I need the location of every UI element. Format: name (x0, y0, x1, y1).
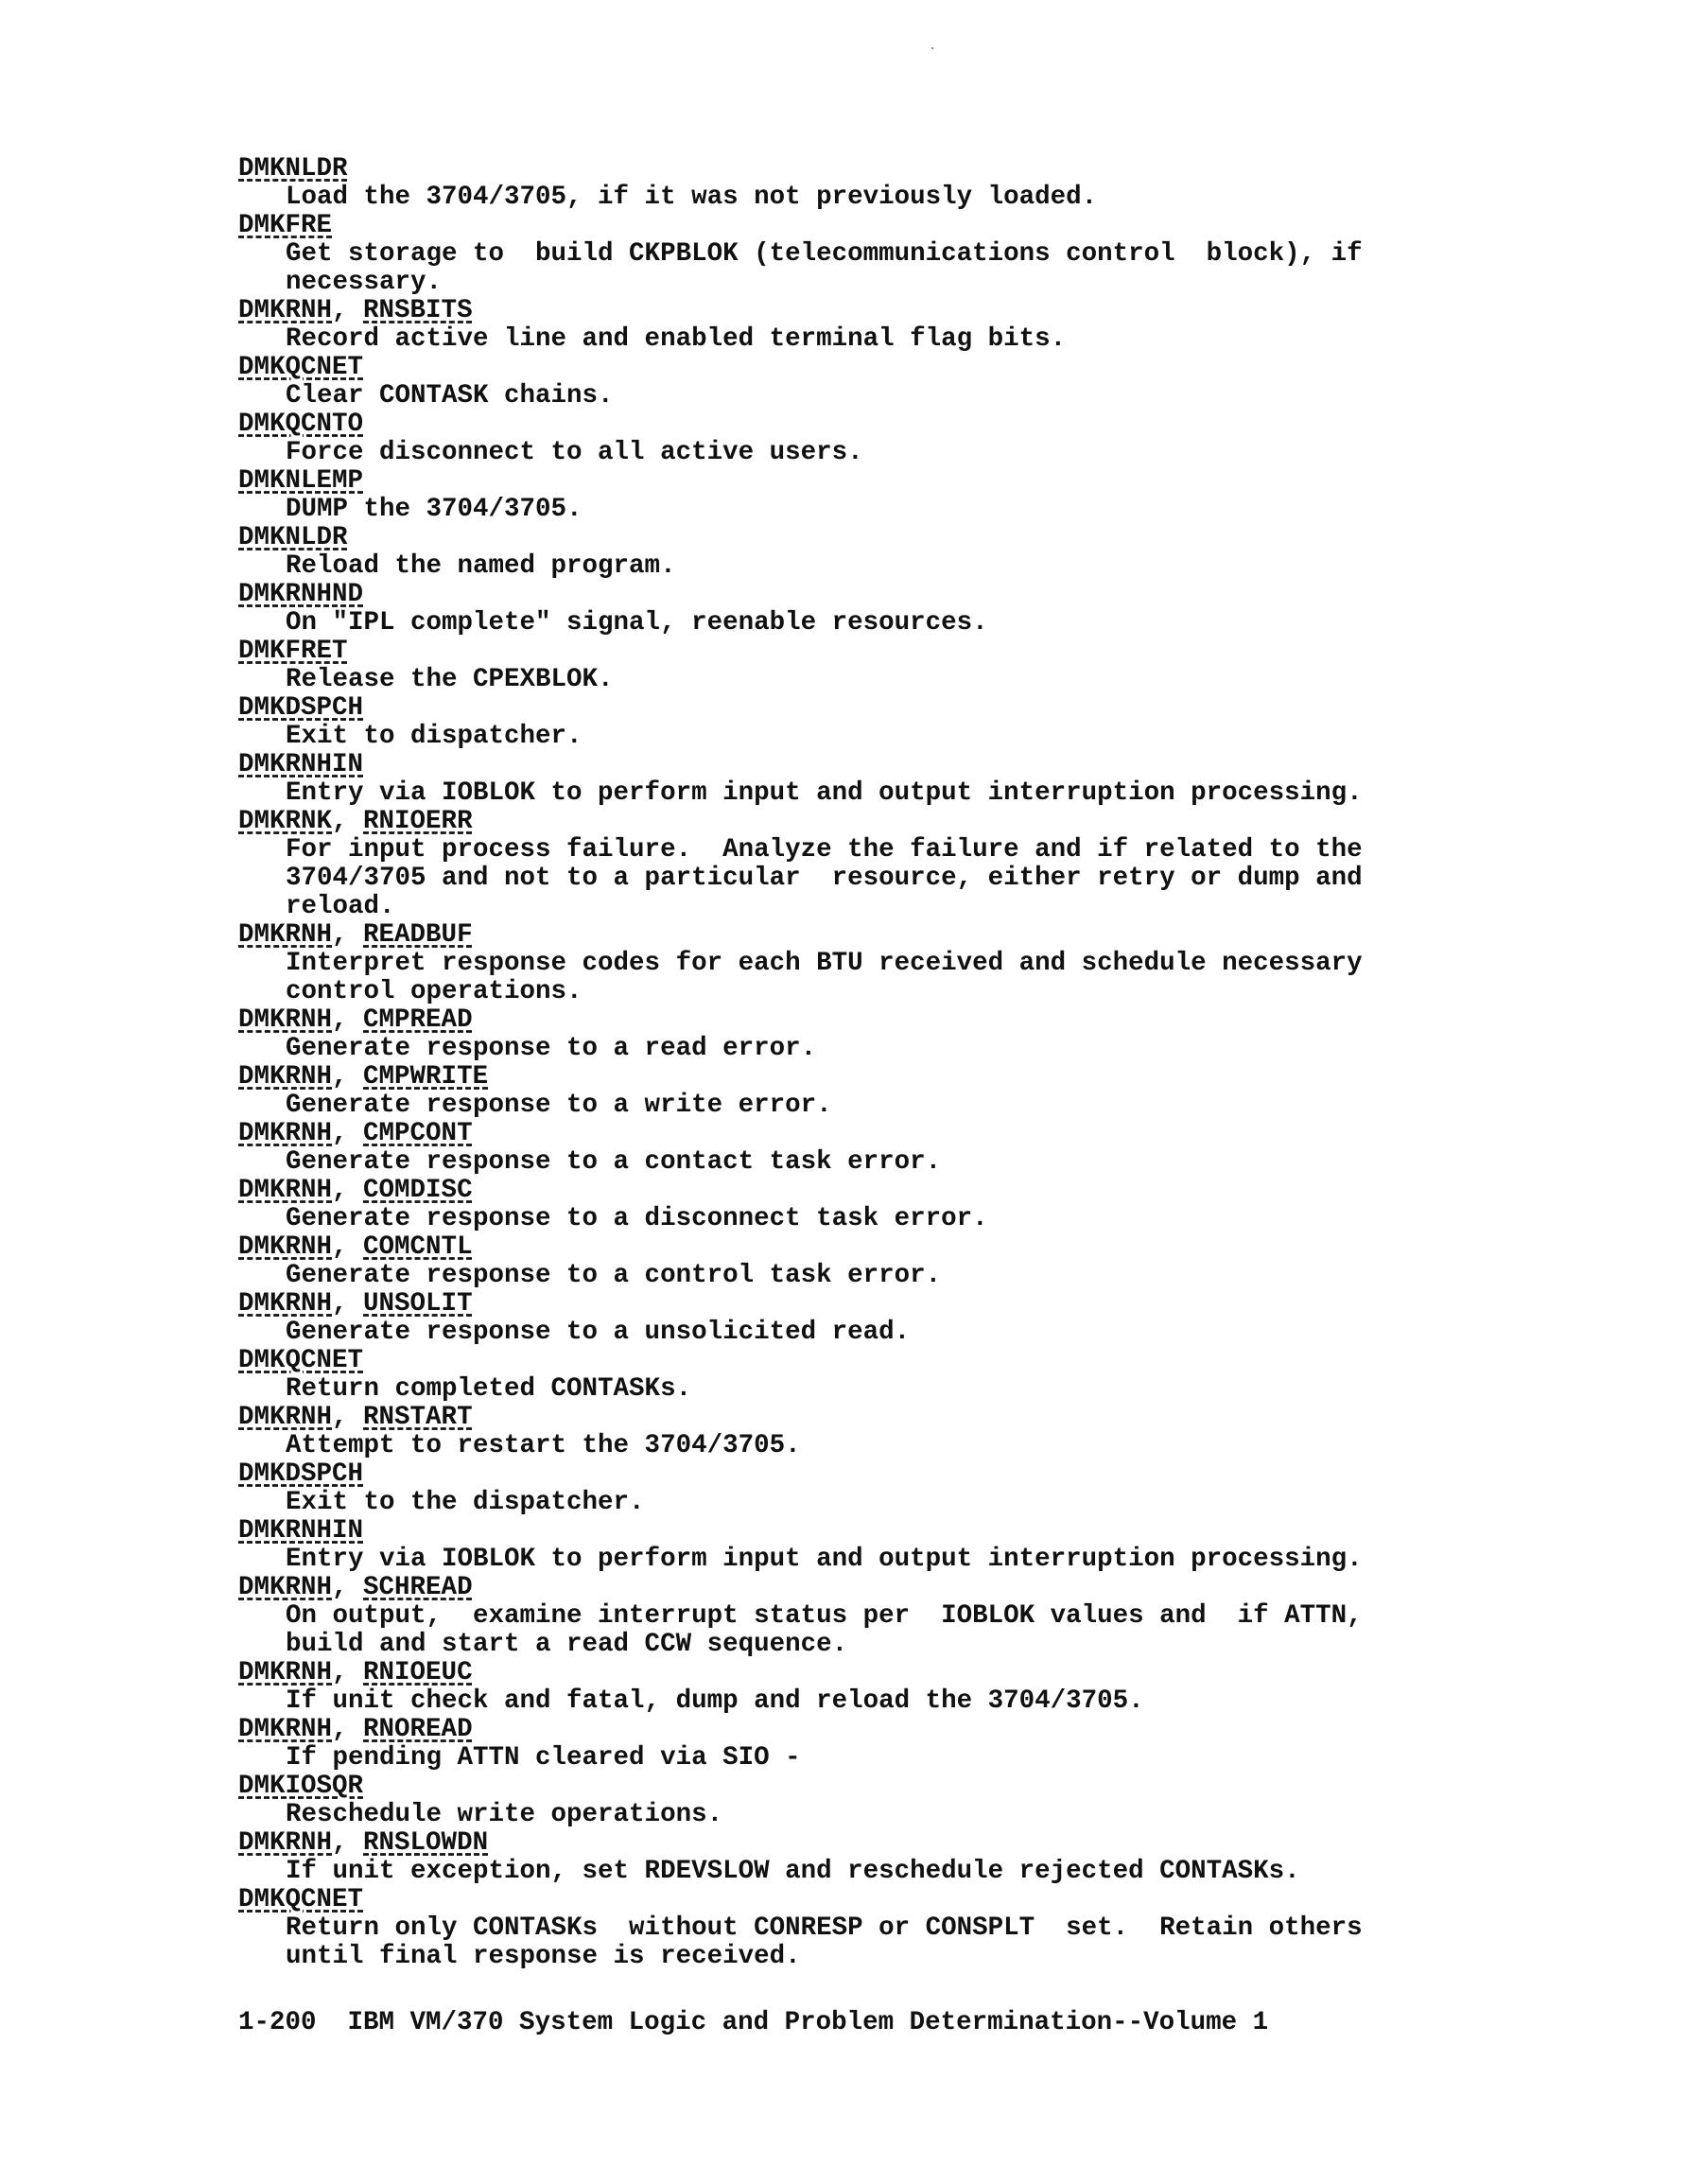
description-line: Generate response to a unsolicited read. (286, 1318, 911, 1347)
description-line: Return only CONTASKs without CONRESP or CONSPLT set. Retain others (286, 1913, 1363, 1943)
routine-entry (238, 155, 1468, 212)
routine-description (238, 1744, 1468, 1773)
module-name: DMKRNH (238, 1658, 333, 1687)
routine-description (238, 1687, 1468, 1716)
label-name: RNSBITS (363, 296, 473, 325)
description-line: Generate response to a write error. (286, 1091, 832, 1120)
label-name: CMPWRITE (363, 1062, 489, 1092)
description-line: Entry via IOBLOK to perform input and output interruption processing. (286, 1545, 1363, 1574)
routine-description (238, 240, 1468, 297)
routine-description (238, 382, 1468, 411)
routine-description (238, 1432, 1468, 1460)
routine-heading: DMKRNH, CMPREAD (238, 1005, 473, 1035)
routine-description (238, 779, 1468, 808)
routine-description (238, 1092, 1468, 1120)
routine-description (238, 496, 1468, 524)
module-name: DMKQCNET (238, 353, 364, 382)
routine-heading: DMKRNH, SCHREAD (238, 1573, 473, 1602)
module-name: DMKNLDR (238, 523, 348, 552)
description-line: control operations. (286, 977, 583, 1006)
routine-entry (238, 808, 1468, 921)
routine-description (238, 1914, 1468, 1971)
module-name: DMKRNHIN (238, 750, 364, 779)
routine-list (238, 155, 1468, 1971)
routine-heading: DMKRNH, UNSOLIT (238, 1289, 473, 1319)
module-name: DMKRNH (238, 1403, 333, 1432)
routine-heading (238, 581, 1468, 609)
routine-description (238, 1205, 1468, 1233)
module-name: DMKRNHIN (238, 1516, 364, 1546)
routine-entry (238, 212, 1468, 297)
description-line: If unit check and fatal, dump and reload the 3704/3705. (286, 1686, 1144, 1716)
module-name: DMKRNH (238, 1005, 333, 1035)
description-line: Attempt to restart the 3704/3705. (286, 1431, 801, 1460)
label-name: READBUF (363, 920, 473, 950)
routine-entry (238, 1063, 1468, 1120)
module-name: DMKNLEMP (238, 466, 364, 496)
description-line: necessary. (286, 268, 443, 297)
description-line: Reschedule write operations. (286, 1800, 723, 1829)
routine-heading: DMKRNH, COMDISC (238, 1176, 473, 1205)
description-line: Load the 3704/3705, if it was not previously loaded. (286, 183, 1098, 212)
routine-description (238, 723, 1468, 751)
routine-entry (238, 1120, 1468, 1177)
page-footer (238, 2007, 1268, 2039)
description-line: 3704/3705 and not to a particular resource, either retry or dump and (286, 864, 1363, 893)
routine-heading (238, 638, 1468, 666)
module-name: DMKIOSQR (238, 1772, 364, 1801)
label-name: RNIOERR (363, 807, 473, 836)
module-name: DMKRNH (238, 1119, 333, 1148)
label-name: RNSLOWDN (363, 1828, 489, 1858)
description-line: Clear CONTASK chains. (286, 381, 614, 411)
description-line: On "IPL complete" signal, reenable resources. (286, 608, 988, 638)
module-name: DMKQCNTO (238, 410, 364, 439)
description-line: Generate response to a read error. (286, 1034, 817, 1063)
routine-description (238, 1602, 1468, 1659)
routine-entry (238, 1460, 1468, 1517)
label-name: UNSOLIT (363, 1289, 473, 1319)
routine-heading (238, 524, 1468, 552)
routine-heading: DMKRNH, RNSBITS (238, 296, 473, 325)
module-name: DMKRNH (238, 1289, 333, 1319)
module-name: DMKDSPCH (238, 1459, 364, 1489)
routine-description (238, 1262, 1468, 1290)
routine-heading (238, 694, 1468, 723)
description-line: Generate response to a control task error. (286, 1261, 942, 1290)
routine-entry (238, 411, 1468, 467)
routine-heading (238, 1886, 1468, 1914)
routine-entry (238, 1829, 1468, 1886)
routine-description (238, 950, 1468, 1006)
routine-heading (238, 1517, 1468, 1546)
routine-entry (238, 1404, 1468, 1460)
label-name: SCHREAD (363, 1573, 473, 1602)
module-name: DMKQCNET (238, 1885, 364, 1914)
routine-description (238, 325, 1468, 354)
module-name: DMKQCNET (238, 1346, 364, 1375)
routine-heading (238, 354, 1468, 382)
module-name: DMKRNH (238, 1828, 333, 1858)
routine-heading (238, 411, 1468, 439)
description-line: Force disconnect to all active users. (286, 438, 863, 467)
routine-entry (238, 1659, 1468, 1716)
routine-heading: DMKRNH, COMCNTL (238, 1232, 473, 1262)
routine-heading (238, 1347, 1468, 1375)
routine-heading (238, 155, 1468, 183)
label-name: COMDISC (363, 1176, 473, 1205)
routine-heading (238, 1773, 1468, 1801)
description-line: For input process failure. Analyze the failure and if related to the (286, 835, 1363, 865)
routine-entry (238, 751, 1468, 808)
routine-entry (238, 1290, 1468, 1347)
routine-description (238, 1858, 1468, 1886)
module-name: DMKRNH (238, 1715, 333, 1744)
label-name: RNIOEUC (363, 1658, 473, 1687)
routine-entry (238, 1773, 1468, 1829)
routine-entry (238, 1347, 1468, 1404)
description-line: Release the CPEXBLOK. (286, 665, 614, 694)
routine-entry (238, 638, 1468, 694)
module-name: DMKRNH (238, 1232, 333, 1262)
routine-description (238, 1035, 1468, 1063)
routine-heading (238, 467, 1468, 496)
description-line: DUMP the 3704/3705. (286, 495, 583, 524)
label-name: RNSTART (363, 1403, 473, 1432)
routine-entry (238, 694, 1468, 751)
module-name: DMKRNH (238, 1573, 333, 1602)
module-name: DMKRNH (238, 296, 333, 325)
routine-description (238, 836, 1468, 921)
routine-heading: DMKRNK, RNIOERR (238, 807, 473, 836)
label-name: RNOREAD (363, 1715, 473, 1744)
label-name: CMPCONT (363, 1119, 473, 1148)
description-line: Record active line and enabled terminal flag bits. (286, 324, 1067, 354)
routine-entry (238, 1886, 1468, 1971)
routine-heading: DMKRNH, RNSTART (238, 1403, 473, 1432)
routine-entry (238, 1006, 1468, 1063)
module-name: DMKRNHND (238, 580, 364, 609)
routine-description (238, 552, 1468, 581)
label-name: COMCNTL (363, 1232, 473, 1262)
page-number: 1-200 (238, 2008, 317, 2037)
description-line: On output, examine interrupt status per IOBLOK values and if ATTN, (286, 1601, 1363, 1631)
description-line: Interpret response codes for each BTU received and schedule necessary (286, 949, 1363, 978)
routine-description (238, 1546, 1468, 1574)
description-line: build and start a read CCW sequence. (286, 1630, 848, 1659)
routine-description (238, 1375, 1468, 1404)
routine-description (238, 1148, 1468, 1177)
module-name: DMKFRET (238, 637, 348, 666)
description-line: Generate response to a contact task error. (286, 1147, 942, 1177)
routine-heading: DMKRNH, RNOREAD (238, 1715, 473, 1744)
description-line: Reload the named program. (286, 551, 676, 581)
module-name: DMKRNH (238, 1176, 333, 1205)
routine-description (238, 609, 1468, 638)
module-name: DMKRNH (238, 920, 333, 950)
routine-entry (238, 1716, 1468, 1773)
description-line: If unit exception, set RDEVSLOW and reschedule rejected CONTASKs. (286, 1857, 1300, 1886)
module-name: DMKDSPCH (238, 693, 364, 723)
routine-description (238, 439, 1468, 467)
module-name: DMKFRE (238, 211, 333, 240)
description-line: Exit to the dispatcher. (286, 1488, 645, 1517)
routine-description (238, 666, 1468, 694)
routine-description (238, 1489, 1468, 1517)
module-name: DMKNLDR (238, 154, 348, 183)
routine-description (238, 1801, 1468, 1829)
routine-entry (238, 921, 1468, 1006)
routine-entry (238, 1177, 1468, 1233)
routine-description (238, 183, 1468, 212)
routine-entry (238, 297, 1468, 354)
routine-entry (238, 1517, 1468, 1574)
routine-description (238, 1319, 1468, 1347)
description-line: If pending ATTN cleared via SIO - (286, 1743, 801, 1773)
routine-entry (238, 1574, 1468, 1659)
description-line: reload. (286, 892, 395, 921)
routine-heading (238, 751, 1468, 779)
routine-heading: DMKRNH, CMPWRITE (238, 1062, 489, 1092)
routine-heading (238, 212, 1468, 240)
description-line: Generate response to a disconnect task error. (286, 1204, 988, 1233)
routine-heading (238, 1460, 1468, 1489)
description-line: until final response is received. (286, 1942, 801, 1971)
routine-heading: DMKRNH, READBUF (238, 920, 473, 950)
routine-entry (238, 1233, 1468, 1290)
module-name: DMKRNH (238, 1062, 333, 1092)
routine-entry (238, 581, 1468, 638)
description-line: Return completed CONTASKs. (286, 1374, 692, 1404)
routine-heading: DMKRNH, RNIOEUC (238, 1658, 473, 1687)
routine-entry (238, 467, 1468, 524)
routine-heading: DMKRNH, CMPCONT (238, 1119, 473, 1148)
scan-mark (931, 47, 933, 49)
module-name: DMKRNK (238, 807, 333, 836)
description-line: Get storage to build CKPBLOK (telecommunications control block), if (286, 239, 1363, 269)
publication-title: IBM VM/370 System Logic and Problem Determination--Volume 1 (347, 2008, 1269, 2037)
label-name: CMPREAD (363, 1005, 473, 1035)
description-line: Exit to dispatcher. (286, 722, 583, 751)
routine-entry (238, 524, 1468, 581)
routine-entry (238, 354, 1468, 411)
description-line: Entry via IOBLOK to perform input and output interruption processing. (286, 778, 1363, 808)
routine-heading: DMKRNH, RNSLOWDN (238, 1828, 489, 1858)
